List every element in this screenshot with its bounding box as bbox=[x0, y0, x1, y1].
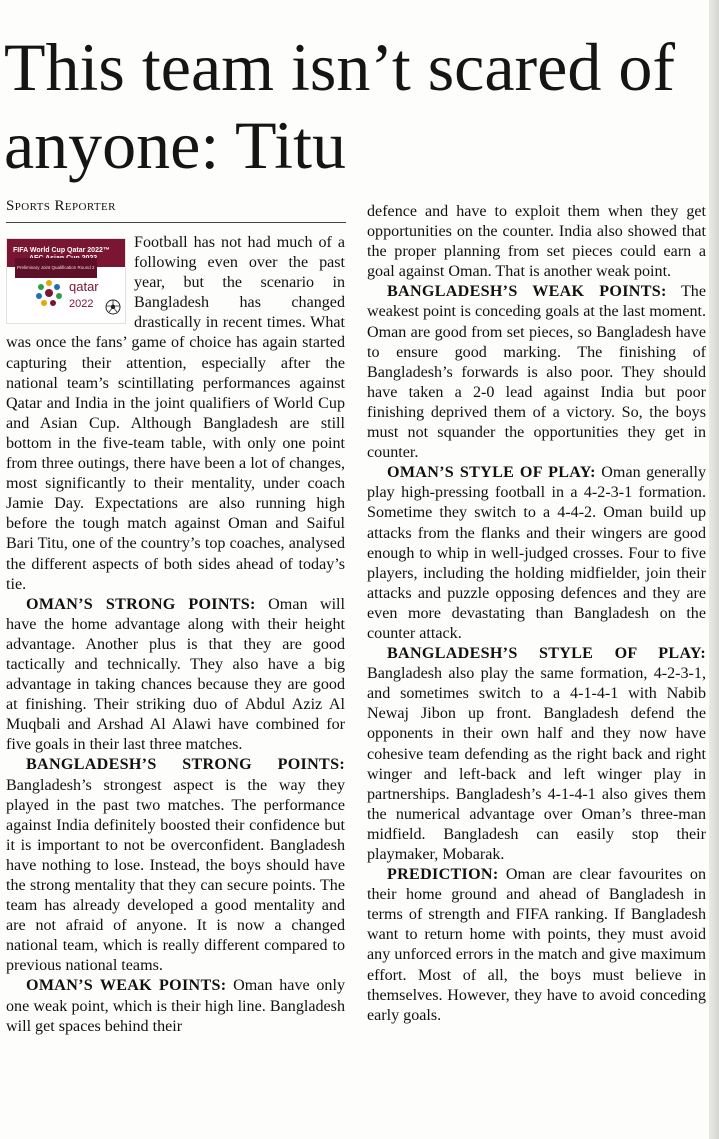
promo-year: 2022 bbox=[69, 298, 94, 310]
omans-weak-points-text: Oman have only one weak point, which is their high line. Bangladesh will get spaces behind their bbox=[6, 977, 345, 1035]
omans-weak-points-kicker: OMAN’S WEAK POINTS: bbox=[26, 977, 227, 995]
soccer-ball-icon bbox=[105, 299, 121, 315]
omans-strong-points-kicker: OMAN’S STRONG POINTS: bbox=[26, 595, 256, 613]
article-column-right bbox=[367, 202, 706, 1026]
headline: This team isn’t scared of anyone: Titu bbox=[4, 29, 676, 183]
bangladeshs-strong-points-paragraph bbox=[6, 755, 345, 976]
bangladeshs-weak-points-paragraph bbox=[367, 282, 706, 463]
omans-style-of-play-paragraph bbox=[367, 463, 706, 644]
qatar-2022-emblem-icon bbox=[33, 277, 65, 309]
bangladeshs-style-of-play-paragraph bbox=[367, 644, 706, 865]
promo-word: qatar bbox=[69, 279, 99, 294]
promo-title-world-cup: FIFA World Cup Qatar 2022™ bbox=[13, 247, 110, 254]
omans-strong-points-text: Oman will have the home advantage along with their height advantage. Another plus is that they are good tactically and technically. They also have a big advantage in taking chances because they are good at finishing. Their striking duo of Abdul Aziz Al Muqbali and Arshad Al Alawi have combined for five goals in their last three matches. bbox=[6, 595, 345, 754]
byline: Sports Reporter bbox=[6, 198, 116, 214]
continued-paragraph: defence and have to exploit them when they get opportunities on the counter. India also showed that the proper planning from set pieces could earn a goal against Oman. That is another weak point. bbox=[367, 203, 706, 281]
intro-paragraph: Football has not had much of a following even over the past year, but the scenario in Bangladesh has changed drastically in recent times. What was once the fans’ game of choice has again started capturing their attention, especially after the national team’s scintillating performances against Qatar and India in the joint qualifiers of World Cup and Asian Cup. Although Bangladesh are still bottom in the five-team table, with only one point from three outings, there have been a lot of changes, most significantly to their mentality, under coach Jamie Day. Expectations are also running high before the tough match against Oman and Saiful Bari Titu, one of the country’s top coaches, analysed the different aspects of both sides ahead of today’s tie. bbox=[6, 234, 345, 593]
world-cup-qualifier-promo-image bbox=[6, 238, 126, 324]
bangladeshs-weak-points-text: The weakest point is conceding goals at the last moment. Oman are good from set pieces, so Bangladesh have to ensure good marking. The finishing of Bangladesh’s forwards is also poor. They should have taken a 2-0 lead against India but poor finishing deprived them of a victory. So, the boys must not squander the opportunities they get in counter. bbox=[367, 283, 706, 462]
prediction-paragraph bbox=[367, 865, 706, 1026]
bangladeshs-strong-points-kicker: BANGLADESH’S STRONG POINTS: bbox=[26, 756, 345, 774]
page-edge-shadow bbox=[709, 0, 719, 1139]
article-column-left bbox=[6, 233, 345, 1037]
omans-strong-points-paragraph bbox=[6, 595, 345, 756]
bangladeshs-strong-points-text: Bangladesh’s strongest aspect is the way they played in the past two matches. The performance against India definitely boosted their confidence but it is important to not be overconfident. Bangladesh have nothing to lose. Instead, the boys should have the strong mentality that they can secure points. The team has already developed a good mentality and are not afraid of anyone. It is now a changed national team, which is really different compared to previous national teams. bbox=[6, 776, 345, 975]
omans-style-of-play-kicker: OMAN’S STYLE OF PLAY: bbox=[387, 464, 596, 482]
byline-divider bbox=[6, 222, 346, 223]
prediction-kicker: PREDICTION: bbox=[387, 866, 499, 884]
bangladeshs-style-of-play-text: Bangladesh also play the same formation, 4-2-3-1, and sometimes switch to a 4-1-4-1 with Nabib Newaj Jibon up front. Bangladesh defend the opponents in their own half and they now have cohesive team defending as the right back and right winger and left-back and left winger play in partnerships. Bangladesh’s 4-1-4-1 also gives them the numerical advantage over Oman’s three-man midfield. Bangladesh can easily stop their playmaker, Mobarak. bbox=[367, 665, 706, 863]
promo-subtitle: Preliminary Joint Qualification Round 2 bbox=[15, 258, 97, 278]
bangladeshs-style-of-play-kicker: BANGLADESH’S STYLE OF PLAY: bbox=[387, 645, 706, 663]
prediction-text: Oman are clear favourites on their home ground and ahead of Bangladesh in terms of strength and FIFA ranking. If Bangladesh want to return home with points, they must avoid any unforced errors in the match and give maximum effort. Most of all, the boys must believe in themselves. However, they have to avoid conceding early goals. bbox=[367, 866, 706, 1024]
omans-style-of-play-text: Oman generally play high-pressing football in a 4-2-3-1 formation. Sometime they switch to a 4-4-2. Oman build up attacks from the flanks and their wingers are good enough to whip in well-judged crosses. Four to five players, including the holding midfielder, join their attacks and puzzle opposing defences and they are even more devastating than Bangladesh on the counter attack. bbox=[367, 464, 707, 642]
omans-weak-points-paragraph bbox=[6, 976, 345, 1036]
bangladeshs-weak-points-kicker: BANGLADESH’S WEAK POINTS: bbox=[387, 283, 667, 301]
